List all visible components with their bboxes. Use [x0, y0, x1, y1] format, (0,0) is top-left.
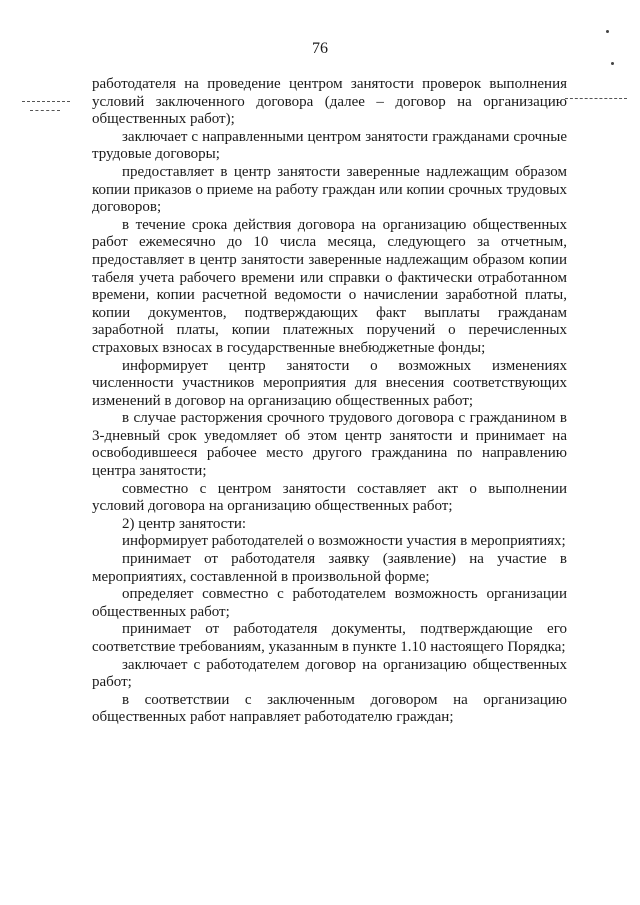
paragraph-5: информирует центр занятости о возможных изменениях численности участников мероприятия для внесения соответствующих изменений в договор на организацию общественных работ;	[92, 357, 567, 409]
margin-mark-right	[565, 98, 627, 99]
margin-mark-left-short	[30, 110, 60, 111]
paragraph-1: работодателя на проведение центром занятости проверок выполнения условий заключенного договора (далее – договор на организацию общественных работ);	[92, 76, 567, 128]
paragraph-14: в соответствии с заключенным договором на организацию общественных работ направляет работодателю граждан;	[92, 691, 567, 726]
paragraph-12: принимает от работодателя документы, подтверждающие его соответствие требованиям, указанным в пункте 1.10 настоящего Порядка;	[92, 621, 567, 655]
paragraph-13: заключает с работодателем договор на организацию общественных работ;	[92, 656, 567, 691]
paragraph-9: информирует работодателей о возможности участия в мероприятиях;	[122, 533, 566, 550]
paragraph-10: принимает от работодателя заявку (заявление) на участие в мероприятиях, составленной в произвольной форме;	[92, 551, 567, 585]
paragraph-6: в случае расторжения срочного трудового договора с гражданином в 3-дневный срок уведомляет об этом центр занятости и принимает на освободившееся рабочее место другого гражданина по направлению центра занятости;	[92, 410, 567, 480]
paragraph-2: заключает с направленными центром занятости гражданами срочные трудовые договоры;	[92, 128, 567, 163]
paragraph-11: определяет совместно с работодателем возможность организации общественных работ;	[92, 586, 567, 620]
page-number: 76	[312, 40, 328, 57]
scan-dot-upper	[611, 62, 614, 65]
paragraph-7: совместно с центром занятости составляет акт о выполнении условий договора на организацию общественных работ;	[92, 480, 567, 515]
paragraph-4: в течение срока действия договора на организацию общественных работ ежемесячно до 10 числа месяца, следующего за отчетным, предоставляет в центр занятости заверенные надлежащим образом копии табеля учета рабочего времени или справки о фактически отработанном времени, копии расчетной ведомости о начислении заработной платы, копии документов, подтверждающих факт выплаты гражданам заработной платы, копии платежных поручений о перечисленных страховых взносах в государственные внебюджетные фонды;	[92, 216, 567, 356]
paragraph-3: предоставляет в центр занятости заверенные надлежащим образом копии приказов о приеме на работу граждан или копии срочных трудовых договоров;	[92, 163, 567, 216]
section-heading: 2) центр занятости:	[122, 515, 247, 532]
margin-mark-left	[22, 101, 70, 102]
document-body	[92, 76, 567, 727]
scan-dot-top	[606, 30, 609, 33]
